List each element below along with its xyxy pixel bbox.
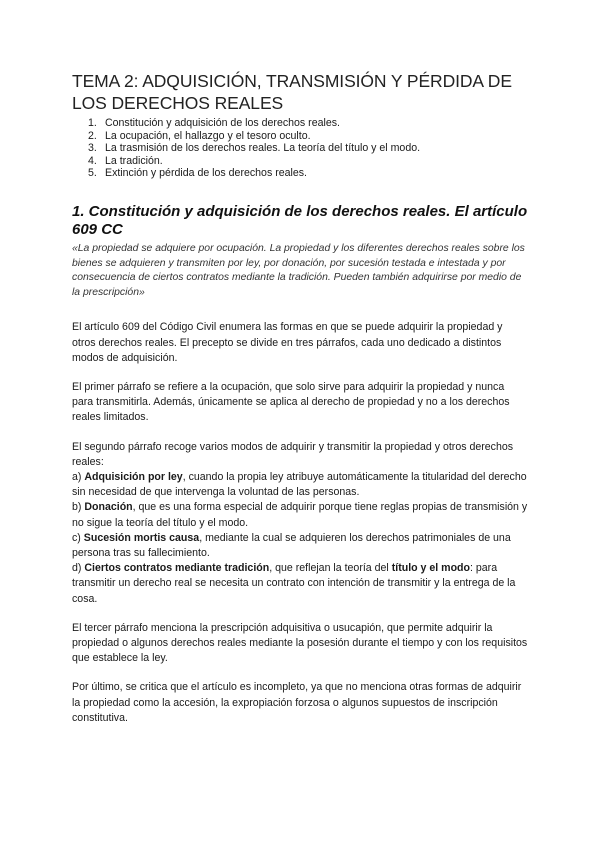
list-item-c bbox=[72, 531, 528, 561]
paragraph-conclusion: Por último, se critica que el artículo es incompleto, ya que no menciona otras formas de adquirir la propiedad como la accesión, la expropiación forzosa o algunos supuestos de inscripción constitutiva. bbox=[72, 681, 522, 724]
list-item-d bbox=[72, 561, 528, 607]
toc-item bbox=[88, 117, 528, 130]
toc-item-text: Extinción y pérdida de los derechos reales. bbox=[105, 167, 307, 180]
list-item-b bbox=[72, 500, 528, 530]
article-quote: «La propiedad se adquiere por ocupación. La propiedad y los diferentes derechos reales sobre los bienes se adquieren y transmiten por ley, por donación, por sucesión testada e intestada y por consecuencia de ciertos contratos mediante la tradición. Pueden también adquirirse por medio de la prescripción» bbox=[72, 242, 525, 298]
paragraph-third-clause: El tercer párrafo menciona la prescripción adquisitiva o usucapión, que permite adquirir la propiedad o algunos derechos reales mediante la posesión durante el tiempo y con los requisitos que establece la ley. bbox=[72, 621, 528, 665]
list-item-text: : para transmitir un derecho real se necesita un contrato con intención de transmitir y la entrega de la cosa. bbox=[72, 562, 516, 605]
list-item-term: Adquisición por ley bbox=[84, 470, 183, 483]
toc-item-number: 2. bbox=[88, 129, 97, 142]
list-item-prefix: c) bbox=[72, 531, 84, 544]
list-item-term: Sucesión mortis causa bbox=[83, 531, 200, 544]
list-item-prefix: d) bbox=[72, 562, 85, 575]
toc-item-number: 4. bbox=[88, 154, 97, 167]
toc-item-number: 5. bbox=[88, 167, 97, 180]
toc-item bbox=[88, 154, 528, 168]
list-item-prefix: a) bbox=[72, 470, 85, 483]
list-item-text: , que es una forma especial de adquirir porque tiene reglas propias de transmisión y no sigue la teoría del título y el modo. bbox=[72, 501, 528, 529]
list-item-term: Donación bbox=[84, 501, 133, 514]
list-item-term: Ciertos contratos mediante tradición bbox=[84, 562, 270, 575]
toc-item-text: La trasmisión de los derechos reales. La teoría del título y el modo. bbox=[105, 142, 421, 155]
toc-item-number: 1. bbox=[88, 117, 97, 129]
list-item-text: , mediante la cual se adquieren los derechos patrimoniales de una persona tras su fallecimiento. bbox=[72, 531, 511, 559]
list-item-prefix: b) bbox=[72, 501, 85, 514]
list-item-a bbox=[72, 470, 528, 500]
document-title: TEMA 2: ADQUISICIÓN, TRANSMISIÓN Y PÉRDIDA DE LOS DERECHOS REALES bbox=[72, 71, 512, 113]
toc-item bbox=[88, 142, 528, 155]
toc-item-text: Constitución y adquisición de los derechos reales. bbox=[105, 117, 340, 129]
list-item-term: título y el modo bbox=[391, 562, 470, 575]
toc-item-number: 3. bbox=[88, 142, 97, 155]
paragraph-second-clause-intro: El segundo párrafo recoge varios modos de adquirir y transmitir la propiedad y otros derechos reales: bbox=[72, 440, 514, 468]
toc-item-text: La tradición. bbox=[105, 154, 163, 167]
paragraph-second-clause bbox=[72, 440, 528, 607]
list-item-text: , que reflejan la teoría del bbox=[269, 562, 392, 575]
toc-item bbox=[88, 129, 528, 143]
section-heading: 1. Constitución y adquisición de los derechos reales. El artículo 609 CC bbox=[72, 202, 528, 239]
toc-item-text: La ocupación, el hallazgo y el tesoro oculto. bbox=[105, 129, 311, 142]
list-item-text: , cuando la propia ley atribuye automáticamente la titularidad del derecho sin necesidad de que intervenga la voluntad de las personas. bbox=[72, 470, 527, 499]
paragraph-first-clause: El primer párrafo se refiere a la ocupación, que solo sirve para adquirir la propiedad y nunca para transmitirla. Además, únicamente se aplica al derecho de propiedad y no a los derechos reales limitados. bbox=[72, 380, 510, 424]
table-of-contents bbox=[72, 117, 528, 180]
paragraph-intro: El artículo 609 del Código Civil enumera las formas en que se puede adquirir la propiedad y otros derechos reales. El precepto se divide en tres párrafos, cada uno dedicado a distintos modos de adquisición. bbox=[72, 321, 503, 364]
toc-item bbox=[88, 167, 528, 180]
